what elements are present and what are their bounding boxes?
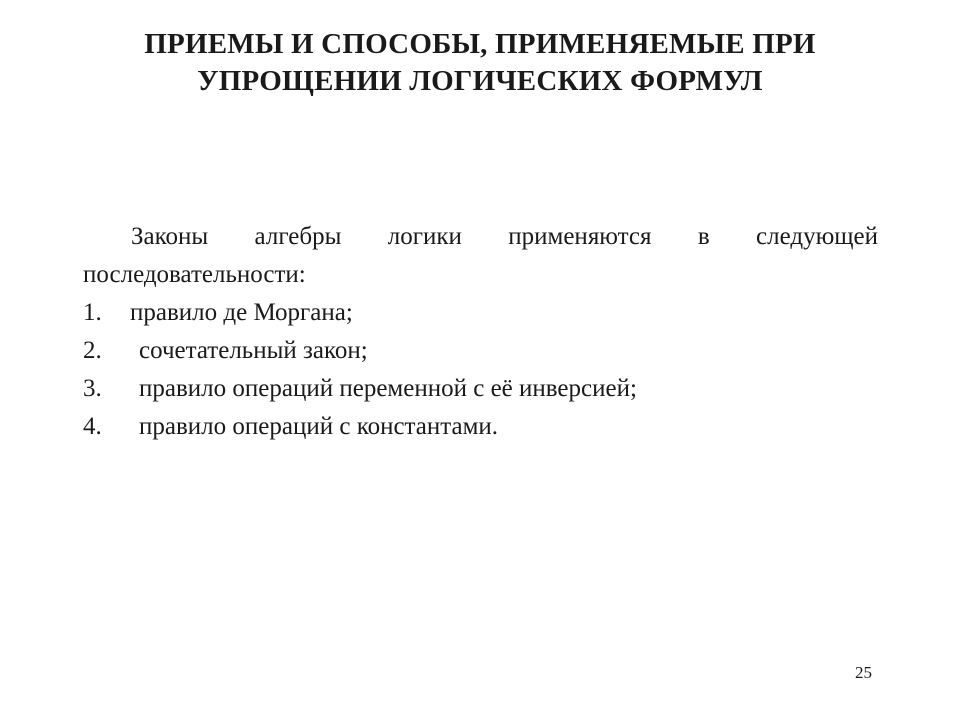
- intro-paragraph: Законы алгебры логики применяются в следующей последовательности:: [83, 223, 878, 288]
- slide-body: [83, 218, 878, 446]
- list-item: [83, 408, 878, 446]
- slide-title: [80, 26, 880, 100]
- list-item-text: сочетательный закон;: [139, 337, 368, 364]
- slide-title-line-2: УПРОЩЕНИИ ЛОГИЧЕСКИХ ФОРМУЛ: [197, 65, 763, 97]
- list-item-number: 2.: [83, 337, 102, 364]
- list-item-number: 4.: [83, 413, 102, 440]
- slide-title-line-1: ПРИЕМЫ И СПОСОБЫ, ПРИМЕНЯЕМЫЕ ПРИ: [144, 28, 816, 60]
- list-item-number: 3.: [83, 375, 102, 402]
- ordered-list: [83, 294, 878, 446]
- page-number: 25: [855, 663, 872, 682]
- list-item-text: правило операций переменной с её инверсией;: [139, 375, 637, 402]
- list-item-text: правило де Моргана;: [130, 299, 353, 326]
- list-item-text: правило операций с константами.: [139, 413, 499, 440]
- list-item-number: 1.: [83, 299, 102, 326]
- list-item: [83, 370, 878, 408]
- list-item: [83, 332, 878, 370]
- list-item: [83, 294, 878, 332]
